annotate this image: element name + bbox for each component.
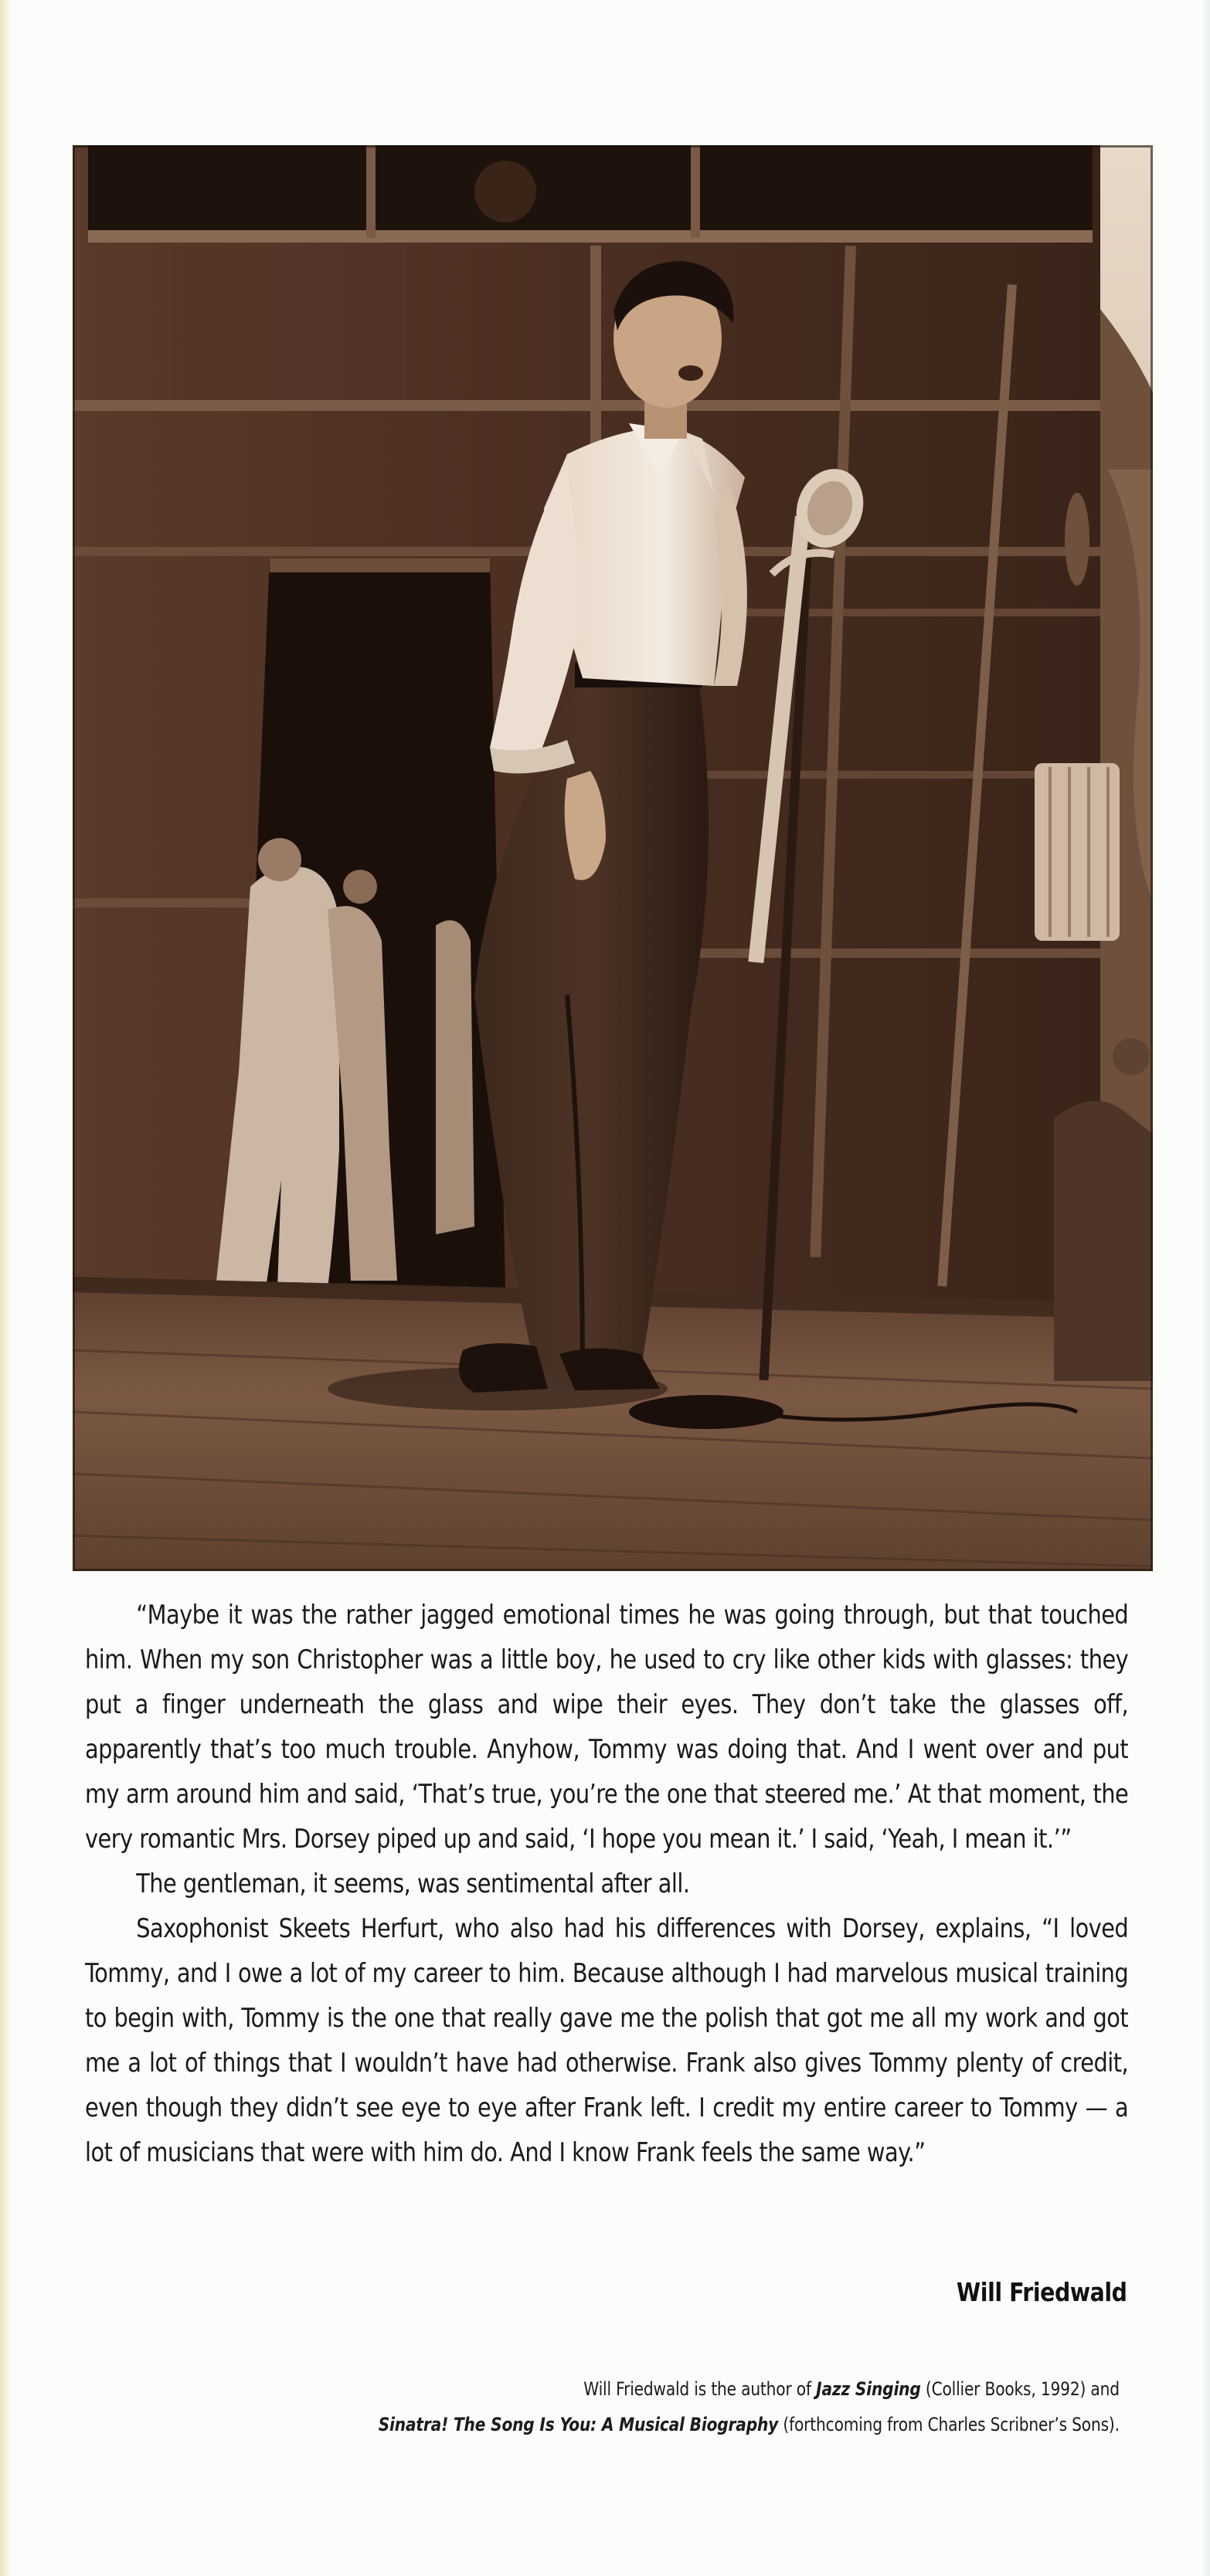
article-body	[85, 1593, 1129, 2175]
page-edge-right	[1202, 0, 1210, 2576]
credit-text: (forthcoming from Charles Scribner’s Sons).	[778, 2414, 1120, 2435]
paragraph-herfurt: Saxophonist Skeets Herfurt, who also had his differences with Dorsey, explains, “I loved Tommy, and I owe a lot of my career to him. Because although I had marvelous musical training to begin with, Tommy is the one that really gave me the polish that got me all my work and got me a lot of things that I wouldn’t have had otherwise. Frank also gives Tommy plenty of credit, even though they didn’t see eye to eye after Frank left. I credit my entire career to Tommy — a lot of musicians that were with him do. And I know Frank feels the same way.”	[85, 1913, 1129, 2167]
credit-text: (Collier Books, 1992) and	[920, 2378, 1120, 2400]
book-title-sinatra: Sinatra! The Song Is You: A Musical Biography	[378, 2414, 779, 2435]
credit-line-1	[379, 2371, 1120, 2407]
credit-text: Will Friedwald is the author of	[583, 2378, 817, 2400]
photo-singer-at-microphone	[73, 145, 1153, 1571]
author-credit	[379, 2371, 1120, 2442]
paragraph-quote-1: “Maybe it was the rather jagged emotional times he was going through, but that touched him. When my son Christopher was a little boy, he used to cry like other kids with glasses: they put a finger underneath the glass and wipe their eyes. They don’t take the glasses off, apparently that’s too much trouble. Anyhow, Tommy was doing that. And I went over and put my arm around him and said, ‘That’s true, you’re the one that steered me.’ At that moment, the very romantic Mrs. Dorsey piped up and said, ‘I hope you mean it.’ I said, ‘Yeah, I mean it.’”	[85, 1600, 1129, 1854]
paragraph-sentimental: The gentleman, it seems, was sentimental after all.	[136, 1868, 690, 1899]
book-title-jazz-singing: Jazz Singing	[816, 2378, 921, 2400]
page-edge-left	[0, 0, 11, 2576]
credit-line-2	[379, 2407, 1120, 2442]
author-byline: Will Friedwald	[957, 2277, 1127, 2307]
